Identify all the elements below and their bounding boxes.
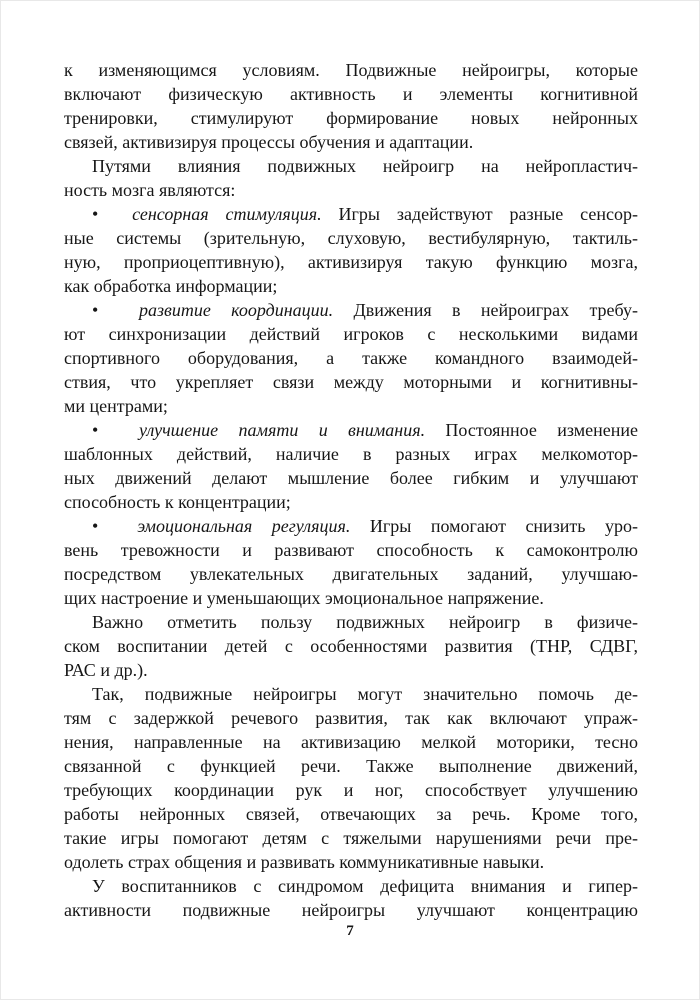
text-line: Путями влияния подвижных нейроигр на нейропластич- <box>92 156 638 176</box>
text-line: такие игры помогают детям с тяжелыми нарушениями речи пре- <box>64 828 638 848</box>
text-line <box>64 418 638 442</box>
italic-term: развитие координации. <box>138 300 334 320</box>
text-line: активности подвижные нейроигры улучшают концентрацию <box>64 900 638 920</box>
text-segment: Игры задействуют разные сенсор- <box>321 204 638 224</box>
paragraph <box>64 682 638 874</box>
text-segment: Постоянное изменение <box>425 420 638 440</box>
text-segment: Движения в нейроиграх требу- <box>333 300 638 320</box>
text-line: шаблонных действий, наличие в разных играх мелкомотор- <box>64 444 638 464</box>
text-line: Важно отметить пользу подвижных нейроигр в физиче- <box>92 612 638 632</box>
text-segment: Игры помогают снизить уро- <box>350 516 638 536</box>
bullet-marker: • <box>92 204 133 224</box>
page-number: 7 <box>346 923 354 939</box>
text-line: требующих координации рук и ног, способствует улучшению <box>64 780 638 800</box>
text-column <box>64 58 638 922</box>
text-line: посредством увлекательных двигательных заданий, улучшаю- <box>64 564 638 584</box>
bullet-paragraph <box>64 298 638 418</box>
text-line: ные системы (зрительную, слуховую, вестибулярную, тактиль- <box>64 228 638 248</box>
italic-term: эмоциональная регуляция. <box>137 516 351 536</box>
text-line: ствия, что укрепляет связи между моторными и когнитивны- <box>64 372 638 392</box>
text-line: ную, проприоцептивную), активизируя такую функцию мозга, <box>64 252 638 272</box>
bullet-marker: • <box>92 420 139 440</box>
text-line: включают физическую активность и элементы когнитивной <box>64 84 638 104</box>
text-line: У воспитанников с синдромом дефицита внимания и гипер- <box>92 876 638 896</box>
text-line: ми центрами; <box>64 396 168 416</box>
text-line: способность к концентрации; <box>64 492 291 512</box>
italic-term: улучшение памяти и внимания. <box>138 420 426 440</box>
text-line <box>64 202 638 226</box>
text-line: ском воспитании детей с особенностями развития (ТНР, СДВГ, <box>64 636 638 656</box>
text-line: связей, активизируя процессы обучения и адаптации. <box>64 132 474 152</box>
text-line: РАС и др.). <box>64 660 148 680</box>
text-line: вень тревожности и развивают способность к самоконтролю <box>64 540 638 560</box>
text-line <box>64 298 638 322</box>
bullet-marker: • <box>92 516 138 536</box>
bullet-marker: • <box>92 300 139 320</box>
text-line: одолеть страх общения и развивать коммуникативные навыки. <box>64 852 545 872</box>
text-line: связанной с функцией речи. Также выполнение движений, <box>64 756 638 776</box>
text-line: тренировки, стимулируют формирование новых нейронных <box>64 108 638 128</box>
text-line: нения, направленные на активизацию мелкой моторики, тесно <box>64 732 638 752</box>
text-line: ность мозга являются: <box>64 180 236 200</box>
bullet-paragraph <box>64 514 638 610</box>
text-line: работы нейронных связей, отвечающих за речь. Кроме того, <box>64 804 638 824</box>
paragraph <box>64 58 638 154</box>
text-line: к изменяющимся условиям. Подвижные нейроигры, которые <box>64 60 638 80</box>
text-line: ют синхронизации действий игроков с несколькими видами <box>64 324 638 344</box>
bullet-paragraph <box>64 202 638 298</box>
text-line: как обработка информации; <box>64 276 278 296</box>
text-line: ных движений делают мышление более гибким и улучшают <box>64 468 638 488</box>
bullet-paragraph <box>64 418 638 514</box>
text-line: тям с задержкой речевого развития, так как включают упраж- <box>64 708 638 728</box>
paragraph <box>64 154 638 202</box>
paragraph <box>64 874 638 922</box>
text-line <box>64 514 638 538</box>
paragraph <box>64 610 638 682</box>
text-line: Так, подвижные нейроигры могут значительно помочь де- <box>92 684 638 704</box>
italic-term: сенсорная стимуляция. <box>132 204 322 224</box>
text-line: спортивного оборудования, а также командного взаимодей- <box>64 348 638 368</box>
text-line: щих настроение и уменьшающих эмоциональное напряжение. <box>64 588 544 608</box>
